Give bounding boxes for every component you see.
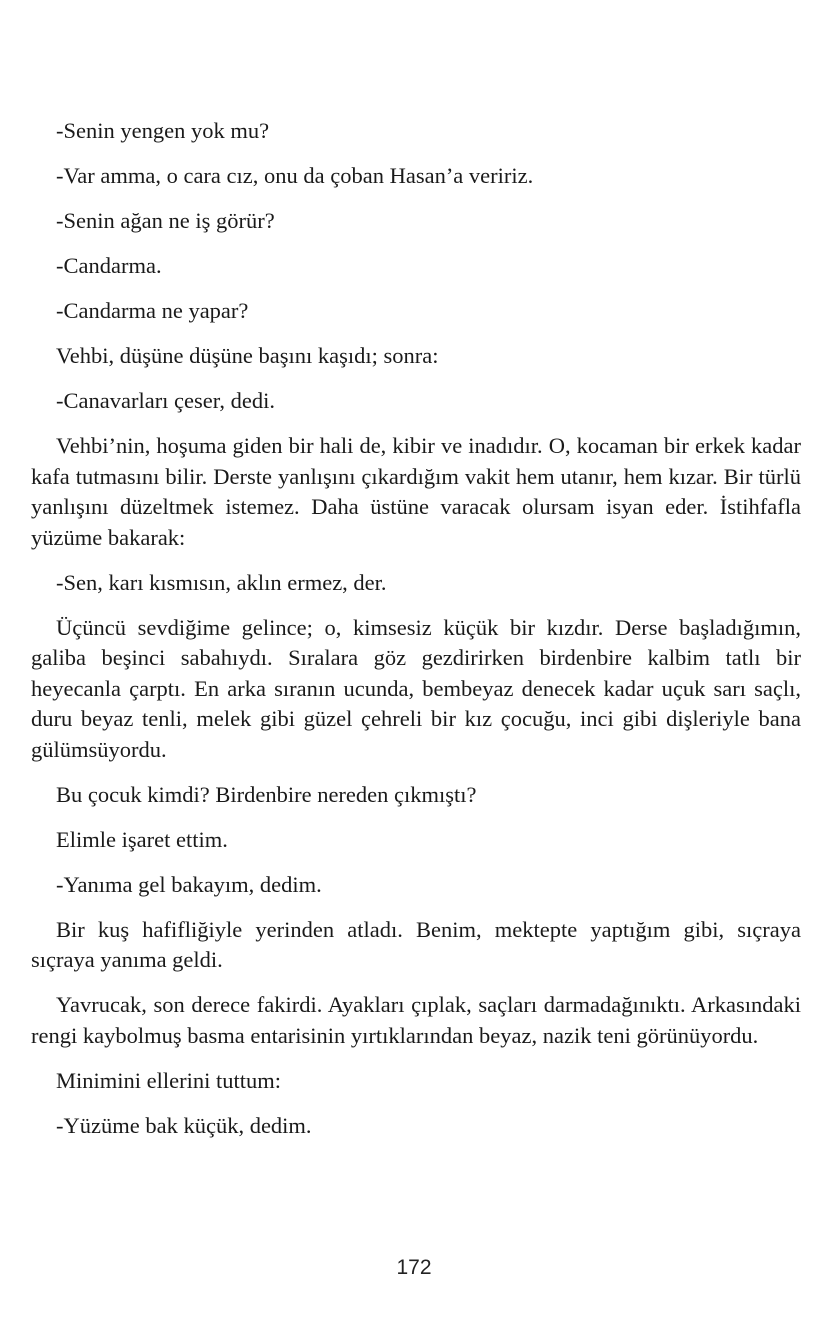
paragraph: Minimini ellerini tuttum: (56, 1067, 281, 1093)
paragraph: -Senin ağan ne iş görür? (56, 208, 275, 233)
paragraph: Vehbi, düşüne düşüne başını kaşıdı; sonra: (56, 343, 439, 368)
paragraph: -Senin yengen yok mu? (56, 118, 270, 143)
paragraph: -Candarma. (56, 253, 162, 278)
body-text (31, 116, 801, 1156)
paragraph: Bu çocuk kimdi? Birdenbire nereden çıkmıştı? (56, 781, 477, 807)
page-number: 172 (396, 1256, 432, 1279)
paragraph: Yavrucak, son derece fakirdi. Ayakları çıplak, saçları darmadağınıktı. Arkasındaki rengi kaybolmuş basma entarisinin yırtıklarından beyaz, nazik teni görünüyordu. (31, 992, 801, 1048)
paragraph: -Candarma ne yapar? (56, 298, 249, 323)
paragraph: Elimle işaret ettim. (56, 826, 228, 852)
paragraph: -Var amma, o cara cız, onu da çoban Hasan’a veririz. (56, 163, 534, 188)
paragraph: Bir kuş hafifliğiyle yerinden atladı. Benim, mektepte yaptığım gibi, sıçraya sıçraya yanıma geldi. (31, 916, 801, 972)
paragraph: Vehbi’nin, hoşuma giden bir hali de, kibir ve inadıdır. O, kocaman bir erkek kadar kafa tutmasını bilir. Derste yanlışını çıkardığım vakit hem utanır, hem kızar. Bir türlü yanlışını düzeltmek istemez. Daha üstüne varacak olursam isyan eder. İstihfafla yüzüme bakarak: (31, 433, 801, 550)
paragraph: Üçüncü sevdiğime gelince; o, kimsesiz küçük bir kızdır. Derse başladığımın, galiba beşinci sabahıydı. Sıralara göz gezdirirken birdenbire kalbim tatlı bir heyecanla çarptı. En arka sıranın ucunda, bembeyaz denecek kadar uçuk sarı saçlı, duru beyaz tenli, melek gibi güzel çehreli bir kız çocuğu, inci gibi dişleriyle bana gülümsüyordu. (31, 614, 801, 762)
paragraph: -Canavarları çeser, dedi. (56, 388, 275, 413)
paragraph: -Yüzüme bak küçük, dedim. (56, 1112, 312, 1138)
paragraph: -Sen, karı kısmısın, aklın ermez, der. (56, 569, 387, 595)
paragraph: -Yanıma gel bakayım, dedim. (56, 871, 322, 897)
